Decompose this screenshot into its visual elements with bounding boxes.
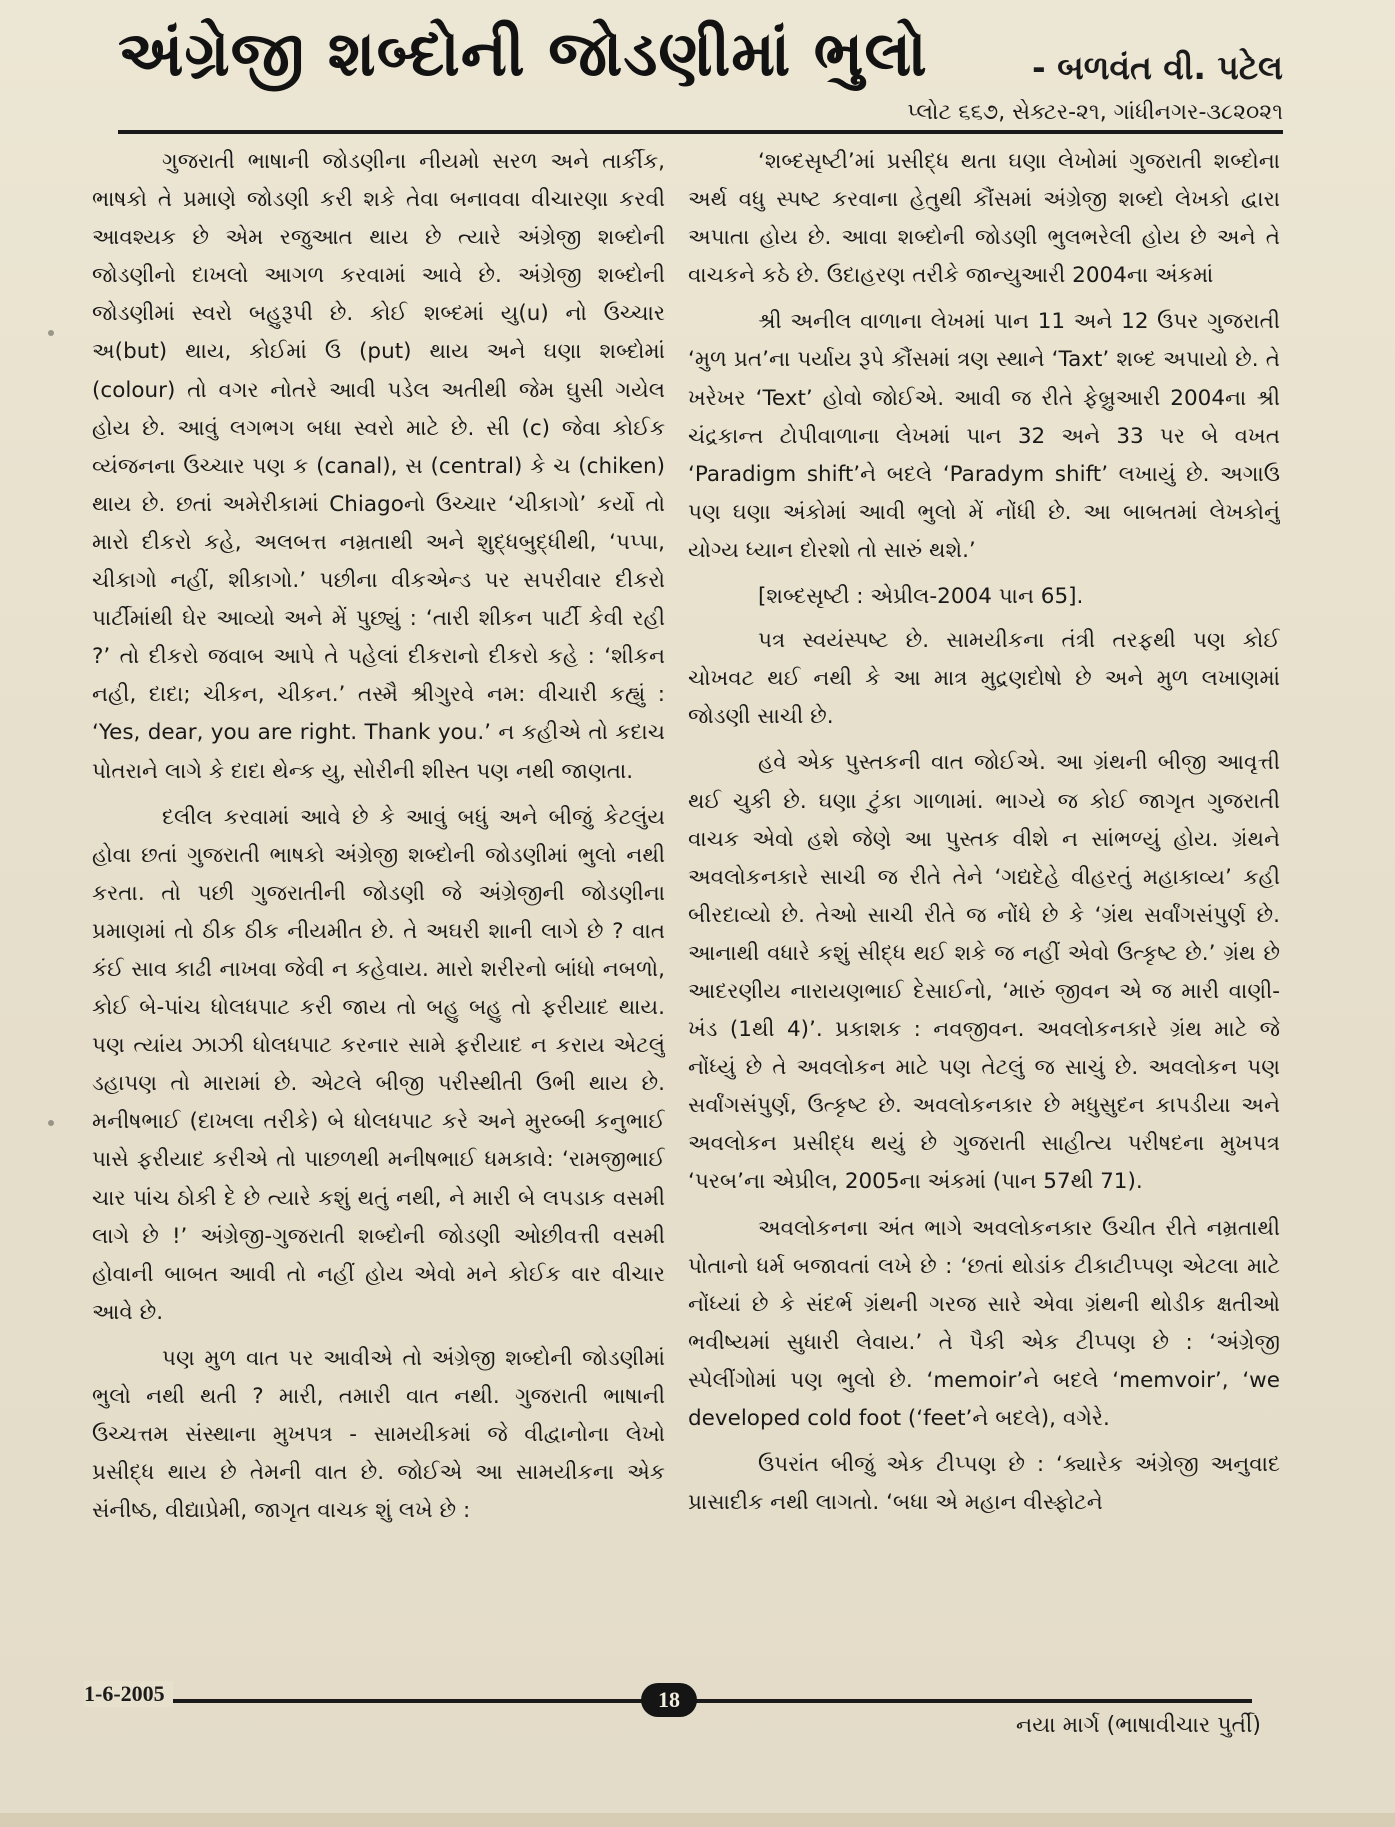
- right-paragraph-5: અવલોકનના અંત ભાગે અવલોકનકાર ઉચીત રીતે નમ્રતાથી પોતાનો ધર્મ બજાવતાં લખે છે : ‘છતાં થોડાંક ટીકાટીપ્પણ એટલા માટે નોંધ્યાં છે કે સંદર્ભ ગ્રંથની ગરજ સારે એવા ગ્રંથની થોડીક ક્ષતીઓ ભવીષ્યમાં સુધારી લેવાય.’ તે પૈકી એક ટીપ્પણ છે : ‘અંગ્રેજી સ્પેલીંગોમાં પણ ભુલો છે. ‘memoir’ને બદલે ‘memvoir’, ‘we developed cold foot (‘feet’ને બદલે), વગેરે.: [688, 1215, 1280, 1431]
- left-paragraph-3: પણ મુળ વાત પર આવીએ તો અંગ્રેજી શબ્દોની જોડણીમાં ભુલો નથી થતી ? મારી, તમારી વાત નથી. ગુજરાતી ભાષાની ઉચ્ચત્તમ સંસ્થાના મુખપત્ર - સામયીકમાં જે વીદ્વાનોના લેખો પ્રસીદ્ધ થાય છે તેમની વાત છે. જોઈએ આ સામયીકના એક સંનીષ્ઠ, વીદ્યાપ્રેમી, જાગૃત વાચક શું લખે છે :: [92, 1345, 665, 1524]
- right-paragraph-3: પત્ર સ્વયંસ્પષ્ટ છે. સામયીકના તંત્રી તરફથી પણ કોઈ ચોખવટ થઈ નથી કે આ માત્ર મુદ્રણદોષો છે અને મુળ લખાણમાં જોડણી સાચી છે.: [688, 628, 1280, 730]
- right-paragraph-1: ‘શબ્દસૃષ્ટી’માં પ્રસીદ્ધ થતા ઘણા લેખોમાં ગુજરાતી શબ્દોના અર્થ વધુ સ્પષ્ટ કરવાના હેતુથી કૌંસમાં અંગ્રેજી શબ્દો લેખકો દ્વારા અપાતા હોય છે. આવા શબ્દોની જોડણી ભુલભરેલી હોય છે અને તે વાચકને કઠે છે. ઉદાહરણ તરીકે જાન્યુઆરી 2004ના અંકમાં: [688, 149, 1280, 289]
- article-title: અંગ્રેજી શબ્દોની જોડણીમાં ભુલો: [118, 17, 928, 90]
- author-address: પ્લોટ ૬૬૭, સેક્ટર-૨૧, ગાંધીનગર-૩૮૨૦૨૧: [907, 100, 1283, 125]
- right-paragraph-6: ઉપરાંત બીજું એક ટીપ્પણ છે : ‘ક્યારેક અંગ્રેજી અનુવાદ પ્રાસાદીક નથી લાગતો. ‘બધા એ મહાન વીસ્ફોટને: [688, 1452, 1280, 1516]
- issue-date: 1-6-2005: [84, 1681, 173, 1707]
- left-column: [92, 143, 665, 1668]
- binding-hole-mark: [48, 1120, 54, 1126]
- left-paragraph-2: દલીલ કરવામાં આવે છે કે આવું બધું અને બીજું કેટલુંય હોવા છતાં ગુજરાતી ભાષકો અંગ્રેજી શબ્દોની જોડણીમાં ભુલો નથી કરતા. તો પછી ગુજરાતીની જોડણી જે અંગ્રેજીની જોડણીના પ્રમાણમાં તો ઠીક ઠીક નીયમીત છે. તે અઘરી શાની લાગે છે ? વાત કંઈ સાવ કાઢી નાખવા જેવી ન કહેવાય. મારો શરીરનો બાંધો નબળો, કોઈ બે-પાંચ ધોલધપાટ કરી જાય તો બહુ બહુ તો ફરીયાદ થાય. પણ ત્યાંય ઝાઝી ધોલધપાટ કરનાર સામે ફરીયાદ ન કરાય એટલું ડહાપણ તો મારામાં છે. એટલે બીજી પરીસ્થીતી ઉભી થાય છે. મનીષભાઈ (દાખલા તરીકે) બે ધોલધપાટ કરે અને મુરબ્બી કનુભાઈ પાસે ફરીયાદ કરીએ તો પાછળથી મનીષભાઈ ધમકાવે: ‘રામજીભાઈ ચાર પાંચ ઠોકી દે છે ત્યારે કશું થતું નથી, ને મારી બે લપડાક વસમી લાગે છે !’ અંગ્રેજી-ગુજરાતી શબ્દોની જોડણી ઓછીવત્તી વસમી હોવાની બાબત આવી તો નહીં હોય એવો મને કોઈક વાર વીચાર આવે છે.: [92, 804, 665, 1325]
- binding-hole-mark: [48, 330, 54, 336]
- header-divider: [118, 130, 1283, 134]
- article-author: - બળવંત વી. પટેલ: [1032, 48, 1283, 87]
- page-number-badge: 18: [641, 1683, 697, 1717]
- left-paragraph-1: ગુજરાતી ભાષાની જોડણીના નીયમો સરળ અને તાર્કીક, ભાષકો તે પ્રમાણે જોડણી કરી શકે તેવા બનાવવા વીચારણા કરવી આવશ્યક છે એમ રજુઆત થાય છે ત્યારે અંગ્રેજી શબ્દોની જોડણીનો દાખલો આગળ કરવામાં આવે છે. અંગ્રેજી શબ્દોની જોડણીમાં સ્વરો બહુરૂપી છે. કોઈ શબ્દમાં યુ(u) નો ઉચ્ચાર અ(but) થાય, કોઈમાં ઉ (put) થાય અને ઘણા શબ્દોમાં (colour) તો વગર નોતરે આવી પડેલ અતીથી જેમ ઘુસી ગયેલ હોય છે. આવું લગભગ બધા સ્વરો માટે છે. સી (c) જેવા કોઈક વ્યંજનના ઉચ્ચાર પણ ક (canal), સ (central) કે ચ (chiken) થાય છે. છતાં અમેરીકામાં Chiagoનો ઉચ્ચાર ‘ચીકાગો’ કર્યો તો મારો દીકરો કહે, અલબત્ત નમ્રતાથી અને શુદ્ધબુદ્ધીથી, ‘પપ્પા, ચીકાગો નહીં, શીકાગો.’ પછીના વીકએન્ડ પર સપરીવાર દીકરો પાર્ટીમાંથી ઘેર આવ્યો અને મેં પુછ્યું : ‘તારી શીકન પાર્ટી કેવી રહી ?’ તો દીકરો જવાબ આપે તે પહેલાં દીકરાનો દીકરો કહે : ‘શીકન નહી, દાદા; ચીકન, ચીકન.’ તસ્મૈ શ્રીગુરવે નમ: વીચારી કહ્યું : ‘Yes, dear, you are right. Thank you.’ ન કહીએ તો કદાચ પોતરાને લાગે કે દાદા થેન્ક યુ, સોરીની શીસ્ત પણ નથી જાણતા.: [92, 149, 665, 784]
- citation: [શબ્દસૃષ્ટી : એપ્રીલ-2004 પાન 65].: [758, 584, 1084, 610]
- right-paragraph-4: હવે એક પુસ્તકની વાત જોઈએ. આ ગ્રંથની બીજી આવૃત્તી થઈ ચુકી છે. ઘણા ટુંકા ગાળામાં. ભાગ્યે જ કોઈ જાગૃત ગુજરાતી વાચક એવો હશે જેણે આ પુસ્તક વીશે ન સાંભળ્યું હોય. ગ્રંથને અવલોકનકારે સાચી જ રીતે તેને ‘ગદ્યદેહે વીહરતું મહાકાવ્ય’ કહી બીરદાવ્યો છે. તેઓ સાચી રીતે જ નોંધે છે કે ‘ગ્રંથ સર્વાંગસંપુર્ણ છે. આનાથી વધારે કશું સીદ્ધ થઈ શકે જ નહીં એવો ઉત્કૃષ્ટ છે.’ ગ્રંથ છે આદરણીય નારાયણભાઈ દેસાઈનો, ‘મારું જીવન એ જ મારી વાણી-ખંડ (1થી 4)’. પ્રકાશક : નવજીવન. અવલોકનકારે ગ્રંથ માટે જે નોંધ્યું છે તે અવલોકન માટે પણ તેટલું જ સાચું છે. અવલોકન પણ સર્વાંગસંપુર્ણ, ઉત્કૃષ્ટ છે. અવલોકનકાર છે મધુસુદન કાપડીયા અને અવલોકન પ્રસીદ્ધ થયું છે ગુજરાતી સાહીત્ય પરીષદના મુખપત્ર ‘પરબ’ના એપ્રીલ, 2005ના અંકમાં (પાન 57થી 71).: [688, 750, 1280, 1195]
- right-paragraph-2: શ્રી અનીલ વાળાના લેખમાં પાન 11 અને 12 ઉપર ગુજરાતી ‘મુળ પ્રત’ના પર્યાય રૂપે કૌંસમાં ત્રણ સ્થાને ‘Taxt’ શબ્દ અપાયો છે. તે ખરેખર ‘Text’ હોવો જોઈએ. આવી જ રીતે ફેબ્રુઆરી 2004ના શ્રી ચંદ્રકાન્ત ટોપીવાળાના લેખમાં પાન 32 અને 33 પર બે વખત ‘Paradigm shift’ને બદલે ‘Paradym shift’ લખાયું છે. અગાઉ પણ ઘણા અંકોમાં આવી ભુલો મેં નોંધી છે. આ બાબતમાં લેખકોનું યોગ્ય ધ્યાન દોરશો તો સારું થશે.’: [688, 309, 1280, 563]
- right-column: [688, 143, 1280, 1688]
- publication-name: નયા માર્ગ (ભાષાવીચાર પુર્તી): [1015, 1713, 1261, 1738]
